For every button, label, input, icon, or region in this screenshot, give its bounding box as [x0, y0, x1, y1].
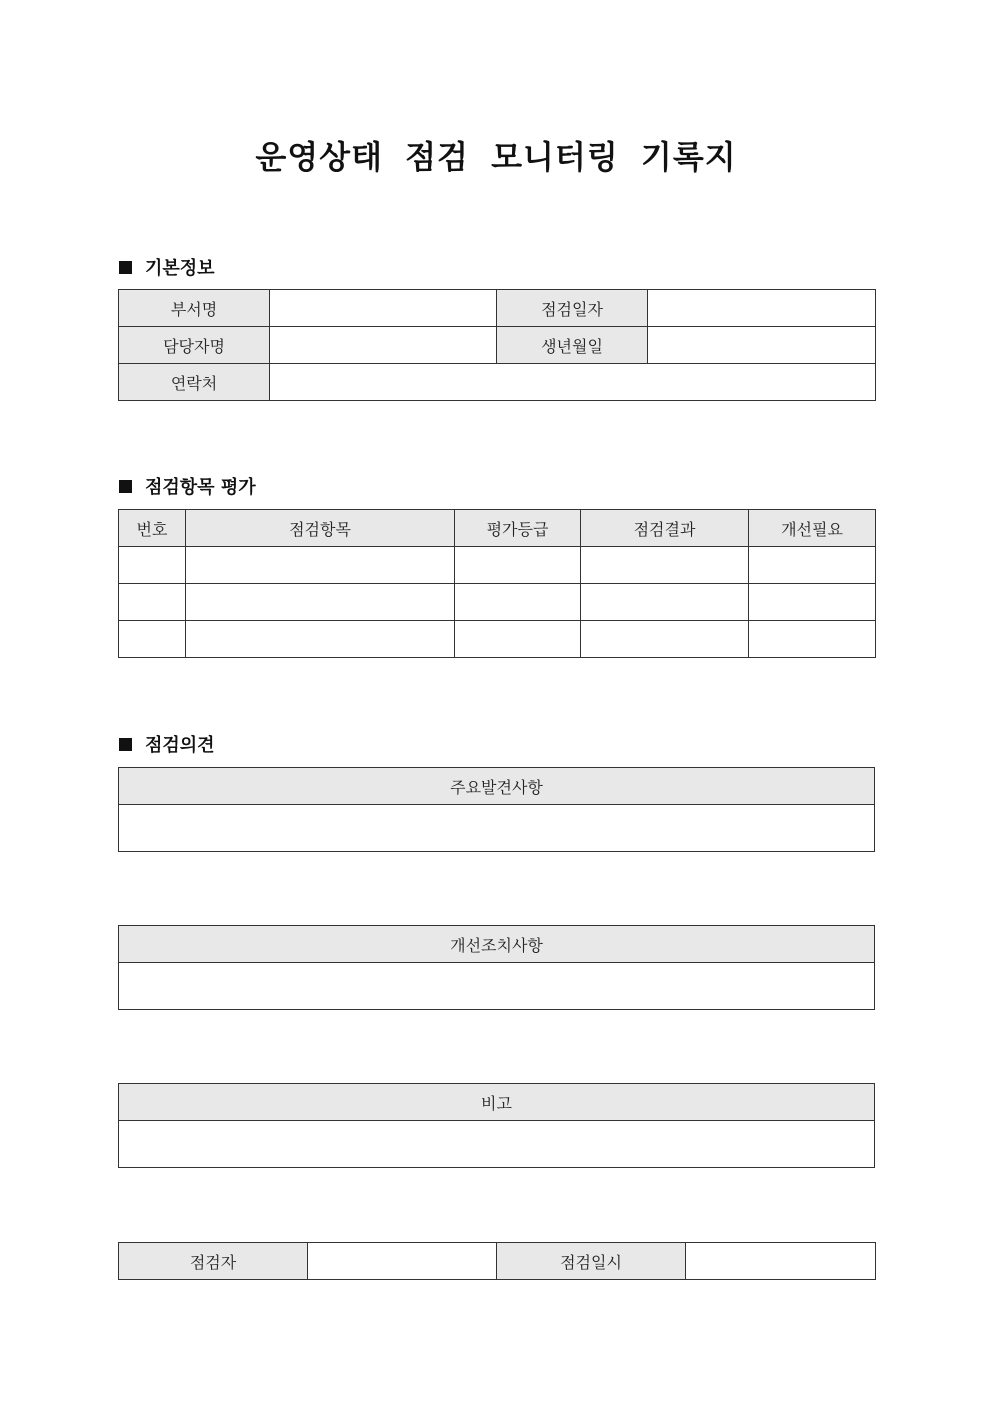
main-findings-label: 주요발견사항	[119, 768, 875, 805]
birth-date-field[interactable]	[648, 327, 876, 364]
table-cell[interactable]	[455, 547, 581, 584]
column-header-number: 번호	[119, 510, 186, 547]
opinion-heading	[119, 731, 215, 757]
birth-date-label: 생년월일	[497, 327, 648, 364]
improvement-actions-table	[118, 925, 875, 1010]
table-row	[119, 1121, 875, 1168]
table-row	[119, 364, 876, 401]
manager-name-label: 담당자명	[119, 327, 270, 364]
table-row	[119, 1243, 876, 1280]
table-cell[interactable]	[749, 584, 876, 621]
table-cell[interactable]	[119, 621, 186, 658]
contact-field[interactable]	[270, 364, 876, 401]
table-cell[interactable]	[186, 584, 455, 621]
table-cell[interactable]	[119, 584, 186, 621]
basic-info-table	[118, 289, 876, 401]
inspection-datetime-label: 점검일시	[497, 1243, 686, 1280]
basic-info-heading-text: 기본정보	[145, 258, 215, 279]
department-field[interactable]	[270, 290, 497, 327]
table-row	[119, 621, 876, 658]
department-label: 부서명	[119, 290, 270, 327]
table-row	[119, 547, 876, 584]
table-cell[interactable]	[119, 547, 186, 584]
opinion-heading-text: 점검의견	[145, 735, 215, 756]
inspection-date-label: 점검일자	[497, 290, 648, 327]
table-cell[interactable]	[455, 584, 581, 621]
improvement-actions-label: 개선조치사항	[119, 926, 875, 963]
remarks-table	[118, 1083, 875, 1168]
table-row	[119, 290, 876, 327]
square-bullet-icon	[119, 738, 132, 751]
main-findings-field[interactable]	[119, 805, 875, 852]
table-cell[interactable]	[581, 547, 749, 584]
remarks-field[interactable]	[119, 1121, 875, 1168]
column-header-item: 점검항목	[186, 510, 455, 547]
contact-label: 연락처	[119, 364, 270, 401]
improvement-actions-field[interactable]	[119, 963, 875, 1010]
table-row	[119, 926, 875, 963]
signoff-table	[118, 1242, 876, 1280]
square-bullet-icon	[119, 480, 132, 493]
table-cell[interactable]	[749, 547, 876, 584]
inspector-field[interactable]	[308, 1243, 497, 1280]
table-row	[119, 805, 875, 852]
page-title: 운영상태 점검 모니터링 기록지	[255, 138, 737, 176]
table-row	[119, 768, 875, 805]
table-cell[interactable]	[455, 621, 581, 658]
table-row	[119, 584, 876, 621]
basic-info-heading	[119, 254, 215, 280]
inspection-date-field[interactable]	[648, 290, 876, 327]
evaluation-table	[118, 509, 876, 658]
table-cell[interactable]	[186, 547, 455, 584]
column-header-improvement: 개선필요	[749, 510, 876, 547]
column-header-grade: 평가등급	[455, 510, 581, 547]
table-header-row	[119, 510, 876, 547]
column-header-result: 점검결과	[581, 510, 749, 547]
table-cell[interactable]	[186, 621, 455, 658]
main-findings-table	[118, 767, 875, 852]
table-cell[interactable]	[581, 621, 749, 658]
square-bullet-icon	[119, 261, 132, 274]
table-row	[119, 963, 875, 1010]
table-cell[interactable]	[581, 584, 749, 621]
remarks-label: 비고	[119, 1084, 875, 1121]
table-cell[interactable]	[749, 621, 876, 658]
evaluation-heading-text: 점검항목 평가	[145, 477, 256, 498]
manager-name-field[interactable]	[270, 327, 497, 364]
evaluation-heading	[119, 473, 256, 499]
table-row	[119, 327, 876, 364]
table-row	[119, 1084, 875, 1121]
inspector-label: 점검자	[119, 1243, 308, 1280]
inspection-datetime-field[interactable]	[686, 1243, 876, 1280]
